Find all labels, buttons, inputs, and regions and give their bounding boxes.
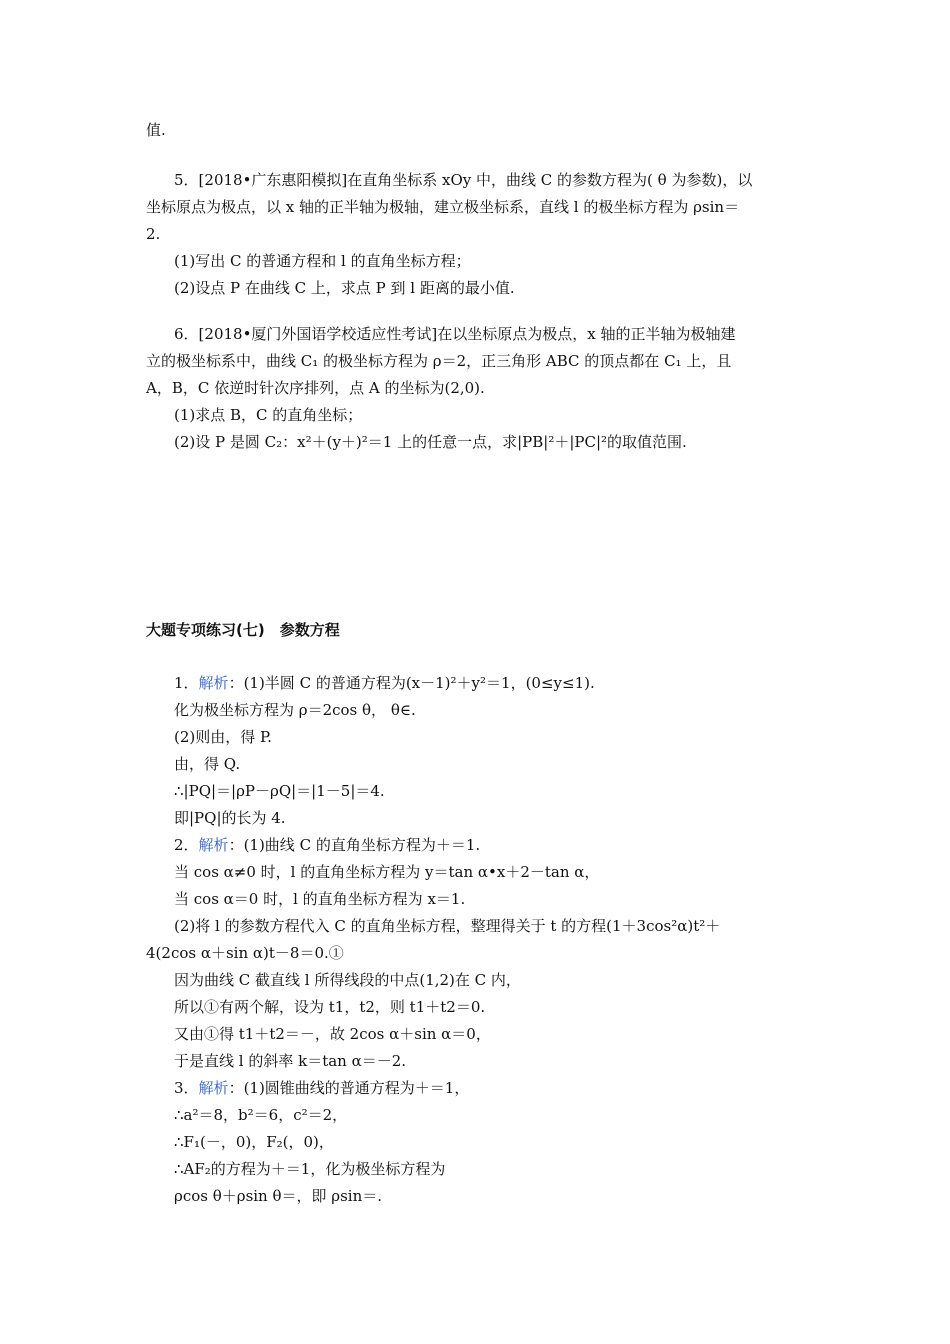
line-text: 2.: [146, 225, 161, 243]
line-text: 由，得 Q.: [174, 755, 241, 773]
text-line: [174, 727, 272, 747]
text-line: [146, 378, 485, 398]
text-line: [174, 970, 521, 990]
line-text: A，B，C 依逆时针次序排列，点 A 的坐标为(2,0).: [146, 379, 485, 397]
text-line: [146, 943, 344, 963]
text-line: [146, 224, 160, 244]
line-text: 6．[2018•厦门外国语学校适应性考试]在以坐标原点为极点，x 轴的正半轴为极轴建: [174, 325, 736, 343]
text-line: [174, 835, 480, 855]
line-text: 化为极坐标方程为 ρ＝2cos θ， θ∈.: [174, 701, 416, 719]
line-text: 当 cos α≠0 时，l 的直角坐标方程为 y＝tan α•x＋2－tan α，: [174, 863, 600, 881]
line-text: ∴AF₂的方程为＋＝1，化为极坐标方程为: [174, 1160, 446, 1178]
line-text: 又由①得 t1＋t2＝－，故 2cos α＋sin α＝0，: [174, 1025, 491, 1043]
text-line: [174, 781, 385, 801]
text-line: [174, 432, 687, 452]
text-line: [174, 1051, 406, 1071]
line-text: 当 cos α＝0 时，l 的直角坐标方程为 x＝1.: [174, 890, 466, 908]
line-text: (2)则由，得 P.: [174, 728, 272, 746]
text-line: [174, 405, 362, 425]
text-line: [174, 889, 465, 909]
line-text: ：(1)曲线 C 的直角坐标方程为＋＝1.: [228, 836, 481, 854]
analysis-label: 解析: [198, 674, 229, 692]
text-line: [174, 916, 720, 936]
text-line: [174, 862, 599, 882]
text-line: [174, 700, 416, 720]
line-text: (2)设点 P 在曲线 C 上，求点 P 到 l 距离的最小值.: [174, 279, 515, 297]
text-line: [174, 997, 485, 1017]
line-text: ：(1)半圆 C 的普通方程为(x－1)²＋y²＝1，(0≤y≤1).: [228, 674, 595, 692]
text-line: [146, 197, 739, 217]
line-text: (1)写出 C 的普通方程和 l 的直角坐标方程；: [174, 252, 471, 270]
line-text: 4(2cos α＋sin α)t－8＝0.①: [146, 944, 344, 962]
line-text: (2)将 l 的参数方程代入 C 的直角坐标方程，整理得关于 t 的方程(1＋3cos²α)t²＋: [174, 917, 721, 935]
line-text: 值.: [146, 121, 166, 139]
line-text: ：(1)圆锥曲线的普通方程为＋＝1，: [228, 1079, 470, 1097]
line-text: 立的极坐标系中，曲线 C₁ 的极坐标方程为 ρ＝2，正三角形 ABC 的顶点都在 C₁ 上，且: [146, 352, 732, 370]
line-text: 所以①有两个解，设为 t1，t2，则 t1＋t2＝0.: [174, 998, 486, 1016]
text-line: [146, 351, 731, 371]
item-number: 2．: [174, 836, 199, 854]
line-text: 因为曲线 C 截直线 l 所得线段的中点(1,2)在 C 内，: [174, 971, 521, 989]
text-line: [174, 251, 471, 271]
analysis-label: 解析: [198, 1079, 229, 1097]
item-number: 1．: [174, 674, 199, 692]
text-line: [174, 278, 515, 298]
line-text: 即|PQ|的长为 4.: [174, 809, 286, 827]
line-text: 5．[2018•广东惠阳模拟]在直角坐标系 xOy 中，曲线 C 的参数方程为( θ 为参数)，以: [174, 171, 753, 189]
line-text: 于是直线 l 的斜率 k＝tan α＝－2.: [174, 1052, 407, 1070]
text-line: [174, 170, 752, 190]
line-text: ∴F₁(－，0)，F₂(，0)，: [174, 1133, 334, 1151]
line-text: 大题专项练习(七) 参数方程: [146, 621, 340, 639]
text-line: [174, 324, 736, 344]
line-text: 坐标原点为极点，以 x 轴的正半轴为极轴，建立极坐标系，直线 l 的极坐标方程为 ρsin＝: [146, 198, 740, 216]
line-text: (2)设 P 是圆 C₂：x²＋(y＋)²＝1 上的任意一点，求|PB|²＋|PC|²的取值范围.: [174, 433, 687, 451]
line-text: ∴|PQ|＝|ρP－ρQ|＝|1－5|＝4.: [174, 782, 385, 800]
text-line: [174, 1186, 382, 1206]
line-text: ρcos θ＋ρsin θ＝，即 ρsin＝.: [174, 1187, 383, 1205]
line-text: ∴a²＝8，b²＝6，c²＝2，: [174, 1106, 348, 1124]
analysis-label: 解析: [198, 836, 229, 854]
text-line: [174, 1024, 491, 1044]
text-line: [174, 1078, 469, 1098]
text-line: [146, 120, 166, 140]
line-text: (1)求点 B，C 的直角坐标；: [174, 406, 363, 424]
text-line: [174, 754, 240, 774]
section-heading: [146, 620, 340, 640]
text-line: [174, 673, 595, 693]
text-line: [174, 1132, 334, 1152]
item-number: 3．: [174, 1079, 199, 1097]
text-line: [174, 808, 286, 828]
text-line: [174, 1105, 347, 1125]
text-line: [174, 1159, 445, 1179]
